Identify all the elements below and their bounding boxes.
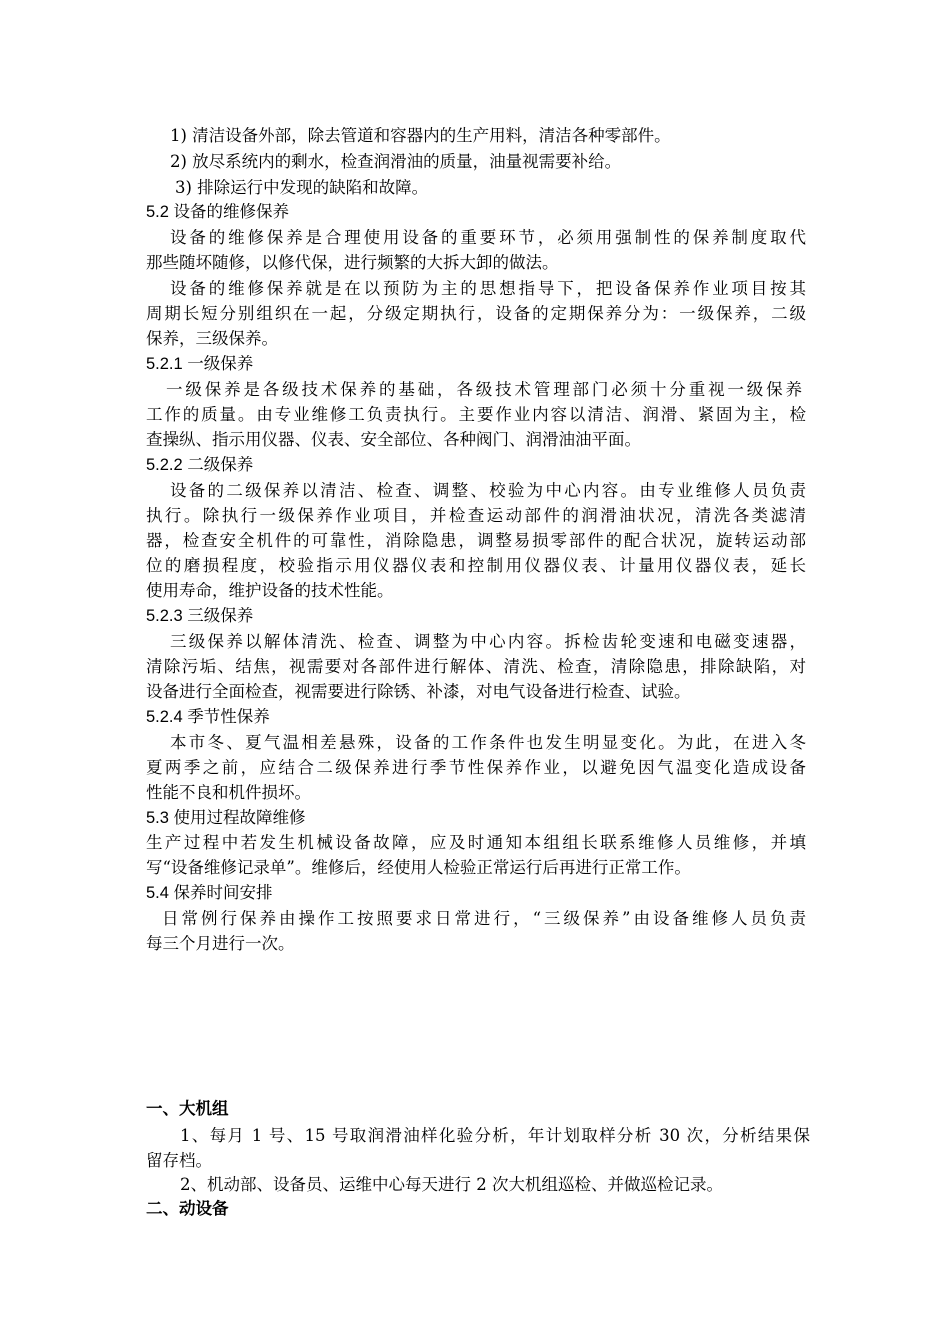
list-item-2: 2) 放尽系统内的剩水，检查润滑油的质量，油量视需要补给。 [170, 152, 622, 171]
paragraph-line: 写“设备维修记录单”。维修后，经使用人检验正常运行后再进行正常工作。 [146, 858, 691, 877]
paragraph-line: 清除污垢、结焦，视需要对各部件进行解体、清洗、检查，清除隐患，排除缺陷，对 [146, 657, 806, 676]
paragraph-line: 执行。除执行一级保养作业项目，并检查运动部件的润滑油状况，清洗各类滤清 [146, 506, 806, 525]
paragraph-line: 周期长短分别组织在一起，分级定期执行，设备的定期保养分为：一级保养，二级 [146, 304, 806, 323]
paragraph-line: 设备的维修保养是合理使用设备的重要环节，必须用强制性的保养制度取代 [170, 228, 806, 247]
part-heading-1: 一、大机组 [146, 1099, 229, 1118]
paragraph-line: 2、机动部、设备员、运维中心每天进行 2 次大机组巡检、并做巡检记录。 [180, 1175, 723, 1194]
paragraph-line: 使用寿命，维护设备的技术性能。 [146, 581, 394, 600]
section-heading-5-2: 5.2 设备的维修保养 [146, 203, 290, 221]
section-heading-5-2-2: 5.2.2 二级保养 [146, 456, 254, 474]
paragraph-line: 留存档。 [146, 1151, 212, 1170]
paragraph-line: 设备进行全面检查，视需要进行除锈、补漆，对电气设备进行检查、试验。 [146, 682, 691, 701]
section-heading-5-4: 5.4 保养时间安排 [146, 884, 273, 902]
paragraph-line: 器，检查安全机件的可靠性，消除隐患，调整易损零部件的配合状况，旋转运动部 [146, 531, 806, 550]
part-heading-2: 二、动设备 [146, 1199, 229, 1218]
paragraph-line: 那些随坏随修，以修代保，进行频繁的大拆大卸的做法。 [146, 253, 559, 272]
paragraph-line: 生产过程中若发生机械设备故障，应及时通知本组组长联系维修人员维修，并填 [146, 833, 806, 852]
section-heading-5-2-4: 5.2.4 季节性保养 [146, 708, 270, 726]
list-item-1: 1) 清洁设备外部，除去管道和容器内的生产用料，清洁各种零部件。 [170, 126, 671, 145]
paragraph-line: 三级保养以解体清洗、检查、调整为中心内容。拆检齿轮变速和电磁变速器， [170, 632, 806, 651]
paragraph-line: 一级保养是各级技术保养的基础，各级技术管理部门必须十分重视一级保养 [166, 380, 802, 399]
paragraph-line: 设备的维修保养就是在以预防为主的思想指导下，把设备保养作业项目按其 [170, 279, 806, 298]
paragraph-line: 本市冬、夏气温相差悬殊，设备的工作条件也发生明显变化。为此，在进入冬 [170, 733, 806, 752]
paragraph-line: 每三个月进行一次。 [146, 934, 295, 953]
section-heading-5-2-3: 5.2.3 三级保养 [146, 607, 254, 625]
list-item-3: 3) 排除运行中发现的缺陷和故障。 [175, 178, 429, 197]
section-heading-5-2-1: 5.2.1 一级保养 [146, 355, 254, 373]
section-heading-5-3: 5.3 使用过程故障维修 [146, 809, 306, 827]
paragraph-line: 工作的质量。由专业维修工负责执行。主要作业内容以清洁、润滑、紧固为主，检 [146, 405, 806, 424]
paragraph-line: 查操纵、指示用仪器、仪表、安全部位、各种阀门、润滑油油平面。 [146, 430, 641, 449]
paragraph-line: 设备的二级保养以清洁、检查、调整、校验为中心内容。由专业维修人员负责 [170, 481, 806, 500]
paragraph-line: 性能不良和机件损坏。 [146, 783, 311, 802]
paragraph-line: 夏两季之前，应结合二级保养进行季节性保养作业，以避免因气温变化造成设备 [146, 758, 806, 777]
paragraph-line: 1、每月 1 号、15 号取润滑油样化验分析，年计划取样分析 30 次，分析结果保 [180, 1126, 810, 1145]
paragraph-line: 日常例行保养由操作工按照要求日常进行，“三级保养”由设备维修人员负责 [162, 909, 806, 928]
paragraph-line: 位的磨损程度，校验指示用仪器仪表和控制用仪器仪表、计量用仪器仪表，延长 [146, 556, 806, 575]
paragraph-line: 保养，三级保养。 [146, 329, 278, 348]
